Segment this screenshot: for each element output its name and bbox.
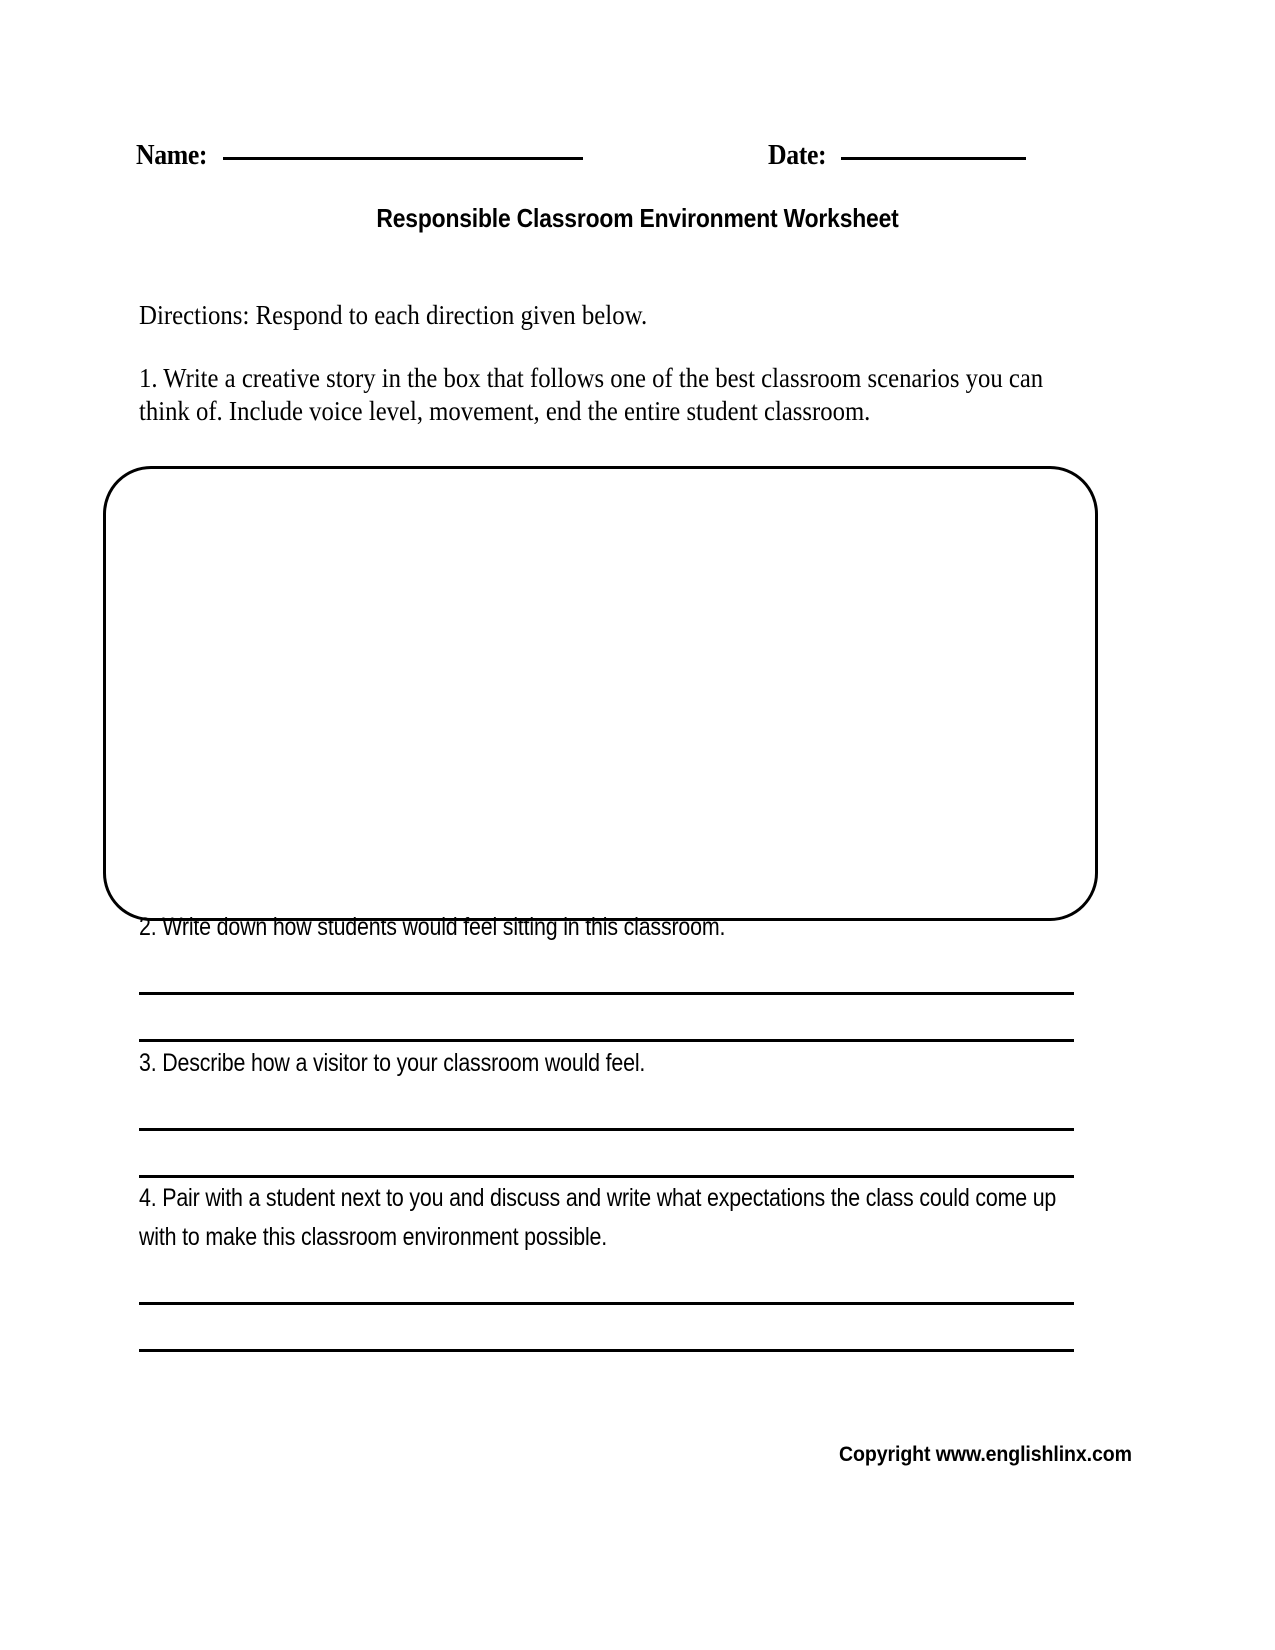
question-4-block xyxy=(139,1179,1074,1352)
question-2-text: 2. Write down how students would feel sitting in this classroom. xyxy=(139,913,726,941)
spacer xyxy=(139,1305,1074,1349)
date-write-in-line[interactable] xyxy=(841,157,1026,160)
spacer xyxy=(139,947,1074,992)
name-write-in-line[interactable] xyxy=(223,157,583,160)
spacer xyxy=(139,995,1074,1039)
directions-text: Directions: Respond to each direction given below. xyxy=(139,300,648,330)
page-title: Responsible Classroom Environment Worksheet xyxy=(376,203,899,233)
question-3-block xyxy=(139,1044,1074,1178)
question-2-block xyxy=(139,908,1074,1042)
question-1-answer-box[interactable] xyxy=(103,466,1098,921)
copyright-notice: Copyright www.englishlinx.com xyxy=(839,1443,1132,1466)
name-label: Name: xyxy=(136,140,208,171)
question-3-text: 3. Describe how a visitor to your classroom would feel. xyxy=(139,1049,646,1077)
question-4-text: 4. Pair with a student next to you and discuss and write what expectations the class could come up with to make this classroom environment possible. xyxy=(139,1184,1057,1251)
question-4-answer-line-2[interactable] xyxy=(139,1349,1074,1352)
spacer xyxy=(139,1083,1074,1128)
spacer xyxy=(139,1131,1074,1175)
header-fields xyxy=(136,140,1026,184)
question-2-answer-line-2[interactable] xyxy=(139,1039,1074,1042)
question-3-answer-line-2[interactable] xyxy=(139,1175,1074,1178)
spacer xyxy=(139,1257,1074,1302)
date-label: Date: xyxy=(767,140,826,171)
question-1-text: 1. Write a creative story in the box that follows one of the best classroom scenarios you can think of. Include voice level, movement, end the entire student classroom. xyxy=(139,363,1044,426)
